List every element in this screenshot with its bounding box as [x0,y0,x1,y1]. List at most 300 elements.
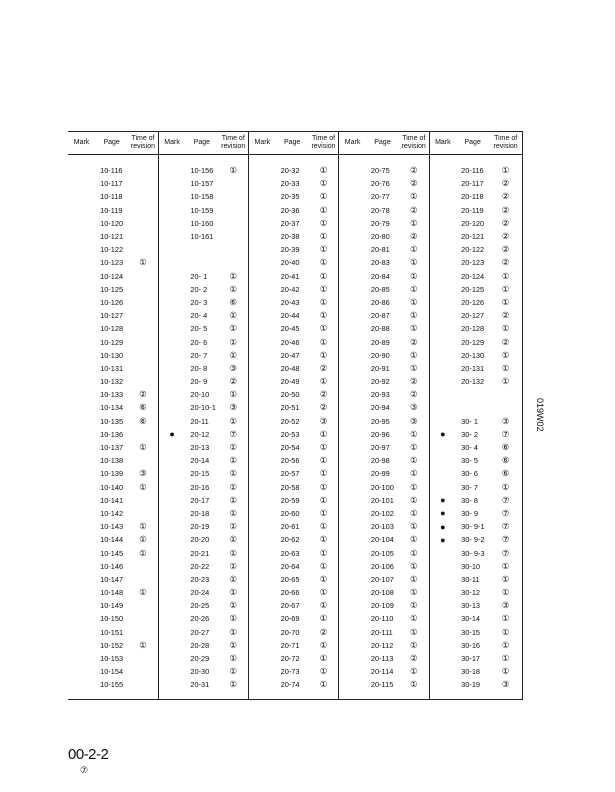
revision-cell [218,190,248,203]
mark-cell [249,626,276,639]
revision-cell: ① [399,283,429,296]
mark-cell [339,639,366,652]
revision-cell [218,177,248,190]
mark-cell [68,652,95,665]
page-cell: 20-23 [190,574,210,584]
mark-cell [158,309,185,322]
revision-cell: ② [309,401,339,414]
page-cell: 20-114 [370,667,394,677]
page-cell: 20-59 [280,495,300,505]
mark-cell [249,243,276,256]
page-cell: 10-135 [100,416,124,426]
revision-cell: ① [309,441,339,454]
page-cell: 20-122 [461,245,485,255]
page-cell: 30-12 [461,588,481,598]
revision-cell: ① [218,520,248,533]
mark-cell [68,441,95,454]
page-cell: 20-108 [370,588,394,598]
page-cell: 20-121 [461,232,485,242]
mark-cell [249,454,276,467]
page-cell: 20-51 [280,403,300,413]
page-cell: 20-12 [190,429,210,439]
page-cell: 10-150 [100,614,124,624]
revision-cell: ① [218,665,248,678]
revision-cell: ① [218,533,248,546]
mark-cell [339,520,366,533]
mark-cell [68,309,95,322]
revision-cell [128,652,158,665]
revision-cell: ① [399,256,429,269]
mark-cell [249,599,276,612]
page-cell: 20-52 [280,416,300,426]
page-cell: 20-88 [370,324,390,334]
page-cell: 20-14 [190,456,210,466]
revision-cell: ① [218,546,248,559]
page-cell: 20- 5 [190,324,208,334]
mark-cell [249,652,276,665]
mark-cell [249,401,276,414]
mark-cell [249,639,276,652]
page-cell: 10-137 [100,443,124,453]
table-row [68,546,523,559]
mark-cell [429,678,456,699]
mark-cell [158,204,185,217]
mark-cell [158,270,185,283]
page-cell: 30- 4 [461,443,478,453]
mark-cell [339,322,366,335]
table-row [68,573,523,586]
mark-cell [249,296,276,309]
page-cell: 10-128 [100,324,124,334]
mark-cell [249,494,276,507]
revision-cell: ① [309,375,339,388]
mark-cell [429,309,456,322]
table-row [68,283,523,296]
revision-cell: ① [399,678,429,699]
header-mark: Mark [339,132,366,155]
revision-cell: ① [309,309,339,322]
mark-cell [429,335,456,348]
page-cell: 30- 2 [461,429,478,439]
mark-cell [158,441,185,454]
revision-cell: ① [128,639,158,652]
mark-cell [158,573,185,586]
revision-cell: ① [309,270,339,283]
page-cell: 20-128 [461,324,485,334]
revision-cell: ① [399,296,429,309]
mark-cell [158,256,185,269]
revision-cell: ① [309,243,339,256]
revision-cell [128,573,158,586]
mark-cell [249,309,276,322]
revision-cell: ⑥ [128,401,158,414]
revision-cell: ① [399,243,429,256]
table-row [68,678,523,699]
revision-cell: ② [489,177,522,190]
revision-cell: ① [399,441,429,454]
mark-cell [339,560,366,573]
revision-cell: ⑦ [489,533,522,546]
page-cell: 30- 1 [461,416,478,426]
header-mark: Mark [429,132,456,155]
header-page: Page [366,132,399,155]
revision-cell: ① [489,652,522,665]
revision-cell: ① [128,441,158,454]
page-cell: 20-75 [370,166,390,176]
mark-cell [68,678,95,699]
revision-cell: ① [218,441,248,454]
mark-cell [68,428,95,441]
page-cell: 20-33 [280,179,300,189]
page-cell: 20-69 [280,614,300,624]
mark-cell: ● [440,429,446,440]
revision-cell: ① [128,256,158,269]
page-cell: 20- 9 [190,377,208,387]
page-cell: 20-67 [280,601,300,611]
page-cell: 20-113 [370,654,394,664]
revision-cell: ② [489,230,522,243]
mark-cell [249,415,276,428]
page-cell: 20-105 [370,548,394,558]
mark-cell [429,441,456,454]
table-row [68,520,523,533]
mark-cell [249,155,276,178]
page-cell: 20-107 [370,574,394,584]
page-cell: 20-53 [280,429,300,439]
revision-cell [128,665,158,678]
revision-cell [128,626,158,639]
page-cell: 20-66 [280,588,300,598]
mark-cell [339,388,366,401]
mark-cell [68,454,95,467]
mark-cell [158,494,185,507]
page-cell: 20-40 [280,258,300,268]
mark-cell [68,665,95,678]
mark-cell [249,507,276,520]
page-cell: 20-17 [190,495,210,505]
header-row [68,132,523,155]
revision-cell: ③ [489,599,522,612]
header-time-of-revision: Time of revision [309,132,339,155]
revision-cell: ① [399,507,429,520]
revision-cell [128,560,158,573]
mark-cell [158,296,185,309]
page-cell: 10-136 [100,429,124,439]
revision-cell: ② [399,204,429,217]
mark-cell [249,270,276,283]
page-cell: 20-93 [370,390,390,400]
revision-cell: ① [309,190,339,203]
table-row [68,467,523,480]
page-cell: 20-87 [370,311,390,321]
revision-cell: ① [489,626,522,639]
page-cell: 20-32 [280,166,300,176]
mark-cell [339,533,366,546]
revision-cell: ② [489,256,522,269]
revision-cell: ① [218,481,248,494]
revision-cell: ① [489,586,522,599]
page-cell: 20-98 [370,456,390,466]
page-cell: 10-147 [100,574,124,584]
revision-cell: ① [309,296,339,309]
mark-cell [429,322,456,335]
revision-cell: ① [309,349,339,362]
header-time-of-revision: Time of revision [218,132,248,155]
mark-cell [339,155,366,178]
mark-cell [249,428,276,441]
mark-cell [158,533,185,546]
page-cell: 20-19 [190,522,210,532]
mark-cell [68,322,95,335]
revision-cell: ① [309,322,339,335]
mark-cell [339,230,366,243]
mark-cell [249,481,276,494]
mark-cell [249,349,276,362]
page-cell: 10-152 [100,640,124,650]
page-cell: 20- 1 [190,271,208,281]
mark-cell [429,155,456,178]
page-cell: 20-97 [370,443,390,453]
revision-cell: ② [399,155,429,178]
mark-cell: ● [440,495,446,506]
mark-cell [158,520,185,533]
revision-cell: ① [489,573,522,586]
page-cell: 10-125 [100,284,124,294]
page-cell: 10-156 [190,166,214,176]
page-cell: 20-28 [190,640,210,650]
mark-cell [429,454,456,467]
revision-cell: ① [489,270,522,283]
table-row [68,533,523,546]
page-cell: 20-29 [190,654,210,664]
revision-cell [218,204,248,217]
mark-cell [249,283,276,296]
revision-cell: ① [489,560,522,573]
mark-cell [429,626,456,639]
page-cell: 20-50 [280,390,300,400]
revision-cell [128,190,158,203]
revision-cell: ③ [399,415,429,428]
header-mark: Mark [68,132,95,155]
revision-cell: ① [489,481,522,494]
mark-cell [339,652,366,665]
mark-cell [339,678,366,699]
mark-cell [158,652,185,665]
page-cell: 30- 9-1 [461,522,485,532]
revision-cell: ① [309,599,339,612]
page-cell: 10-126 [100,297,124,307]
revision-cell: ⑥ [128,415,158,428]
mark-cell [68,599,95,612]
page-cell: 20-85 [370,284,390,294]
revision-cell: ① [399,560,429,573]
table-row [68,243,523,256]
revision-cell: ① [399,428,429,441]
page-cell [456,388,489,401]
revision-cell: ① [309,612,339,625]
mark-cell [68,335,95,348]
revision-cell: ① [218,349,248,362]
revision-cell: ① [399,533,429,546]
mark-cell [158,586,185,599]
table-row [68,665,523,678]
revision-cell [128,217,158,230]
page-cell: 10-153 [100,654,124,664]
table-row [68,626,523,639]
revision-cell: ① [128,481,158,494]
revision-cell: ① [218,155,248,178]
revision-cell: ① [399,639,429,652]
revision-cell [128,507,158,520]
revision-cell: ① [399,626,429,639]
mark-cell [429,586,456,599]
revision-cell: ① [218,388,248,401]
mark-cell [68,626,95,639]
revision-cell: ① [218,599,248,612]
page-cell: 10-124 [100,271,124,281]
mark-cell [158,665,185,678]
page-cell: 20-41 [280,271,300,281]
page-cell: 20-10 [190,390,210,400]
revision-cell: ① [309,481,339,494]
page-cell: 20-73 [280,667,300,677]
page-cell [185,256,218,269]
page-cell: 20-42 [280,284,300,294]
page-cell: 20-60 [280,508,300,518]
page-cell: 10-144 [100,535,124,545]
mark-cell [158,217,185,230]
page-cell: 30-10 [461,561,481,571]
page-cell: 20-20 [190,535,210,545]
mark-cell [339,362,366,375]
mark-cell [339,507,366,520]
table-row [68,415,523,428]
header-page: Page [95,132,128,155]
page-cell: 10-131 [100,363,124,373]
header-mark: Mark [249,132,276,155]
table-row [68,401,523,414]
page-cell: 20-130 [461,350,485,360]
mark-cell [249,217,276,230]
revision-cell: ① [489,612,522,625]
side-code: 019W02 [535,398,545,432]
page-cell: 10-140 [100,482,124,492]
table-row [68,322,523,335]
mark-cell [158,454,185,467]
page-cell: 20-96 [370,429,390,439]
mark-cell [429,388,456,401]
revision-cell [128,335,158,348]
mark-cell [68,520,95,533]
mark-cell [249,441,276,454]
revision-cell: ② [218,375,248,388]
page-cell: 20- 8 [190,363,208,373]
page-cell: 10-149 [100,601,124,611]
mark-cell [429,401,456,414]
revision-cell: ① [489,283,522,296]
mark-cell [68,507,95,520]
table-row [68,454,523,467]
revision-cell: ① [399,573,429,586]
mark-cell [158,190,185,203]
page-cell: 30-13 [461,601,481,611]
page-cell: 10-117 [100,179,123,189]
mark-cell [249,612,276,625]
revision-cell: ① [309,428,339,441]
revision-cell: ① [489,349,522,362]
revision-cell: ① [309,204,339,217]
page-cell: 10-116 [100,166,123,176]
header-page: Page [185,132,218,155]
revision-cell: ① [309,573,339,586]
mark-cell [339,217,366,230]
revision-cell: ③ [218,401,248,414]
revision-cell [128,155,158,178]
page-cell: 20- 2 [190,284,208,294]
page-cell: 20-106 [370,561,394,571]
page-cell: 20-39 [280,245,300,255]
mark-cell [68,481,95,494]
mark-cell [158,612,185,625]
mark-cell [68,155,95,178]
mark-cell [68,546,95,559]
revision-cell: ② [128,388,158,401]
mark-cell [429,467,456,480]
mark-cell [158,322,185,335]
revision-cell [128,678,158,699]
page-cell: 20-72 [280,654,300,664]
page-cell: 10-151 [100,627,124,637]
table-row [68,230,523,243]
mark-cell [339,243,366,256]
page-cell: 10-157 [190,179,214,189]
revision-cell: ① [309,217,339,230]
page-cell: 20-44 [280,311,300,321]
page-cell: 10-155 [95,678,128,699]
page-cell: 20-74 [276,678,309,699]
table-row [68,428,523,441]
revision-cell: ① [309,520,339,533]
page-cell: 30- 9-3 [461,548,485,558]
mark-cell [158,230,185,243]
revision-cell: ① [218,335,248,348]
mark-cell [158,599,185,612]
page-cell: 20-54 [280,443,300,453]
page-cell: 10-142 [100,508,124,518]
revision-cell [489,388,522,401]
page-cell: 20-22 [190,561,210,571]
mark-cell [249,388,276,401]
revision-cell: ① [399,190,429,203]
revision-cell [218,230,248,243]
mark-cell [68,467,95,480]
page-cell: 30-15 [461,627,481,637]
mark-cell [158,388,185,401]
mark-cell [339,612,366,625]
table-row [68,335,523,348]
page-cell: 20-35 [280,192,300,202]
mark-cell [158,678,185,699]
page-cell: 20-11 [190,416,209,426]
header-mark: Mark [158,132,185,155]
revision-cell: ② [309,362,339,375]
page-cell: 10-160 [190,218,214,228]
page-cell: 30- 9 [461,508,478,518]
mark-cell [429,256,456,269]
revision-cell [128,599,158,612]
revision-cell: ⑦ [218,428,248,441]
revision-cell: ③ [309,415,339,428]
